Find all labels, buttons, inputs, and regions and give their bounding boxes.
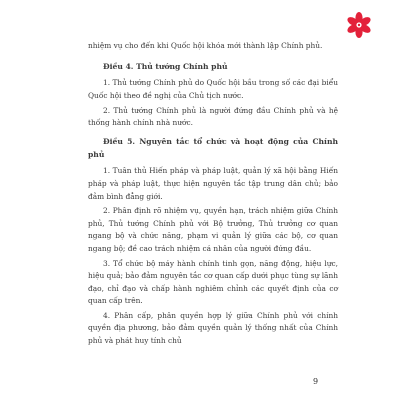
- document-body: [88, 40, 338, 348]
- page-number: 9: [313, 377, 319, 386]
- flower-logo-icon: [346, 12, 372, 38]
- article-5-heading: Điều 5. Nguyên tắc tổ chức và hoạt động của Chính phủ: [88, 136, 338, 159]
- article-5-clause-4: 4. Phân cấp, phân quyền hợp lý giữa Chính phủ với chính quyền địa phương, bảo đảm quyền quản lý thống nhất của Chính phủ và phát huy tính chủ: [88, 310, 338, 346]
- article-4-heading: Điều 4. Thủ tướng Chính phủ: [103, 61, 228, 71]
- article-4-clause-1: 1. Thủ tướng Chính phủ do Quốc hội bầu trong số các đại biểu Quốc hội theo đề nghị của Chủ tịch nước.: [88, 78, 338, 100]
- paragraph-continuation: nhiệm vụ cho đến khi Quốc hội khóa mới thành lập Chính phủ.: [88, 41, 323, 50]
- article-5-clause-2: 2. Phân định rõ nhiệm vụ, quyền hạn, trách nhiệm giữa Chính phủ, Thủ tướng Chính phủ với Bộ trưởng, Thủ trưởng cơ quan ngang bộ và chức năng, phạm vi quản lý giữa các bộ, cơ quan ngang bộ; đề cao trách nhiệm cá nhân của người đứng đầu.: [88, 206, 338, 253]
- article-4-clause-2: 2. Thủ tướng Chính phủ là người đứng đầu Chính phủ và hệ thống hành chính nhà nước.: [88, 105, 338, 128]
- article-5-clause-1: 1. Tuân thủ Hiến pháp và pháp luật, quản lý xã hội bằng Hiến pháp và pháp luật, thực hiện nguyên tắc tập trung dân chủ; bảo đảm bình đẳng giới.: [88, 166, 338, 201]
- article-5-clause-3: 3. Tổ chức bộ máy hành chính tinh gọn, năng động, hiệu lực, hiệu quả; bảo đảm nguyên tắc cơ quan cấp dưới phục tùng sự lãnh đạo, chỉ đạo và chấp hành nghiêm chỉnh các quyết định của cơ quan cấp trên.: [88, 258, 338, 306]
